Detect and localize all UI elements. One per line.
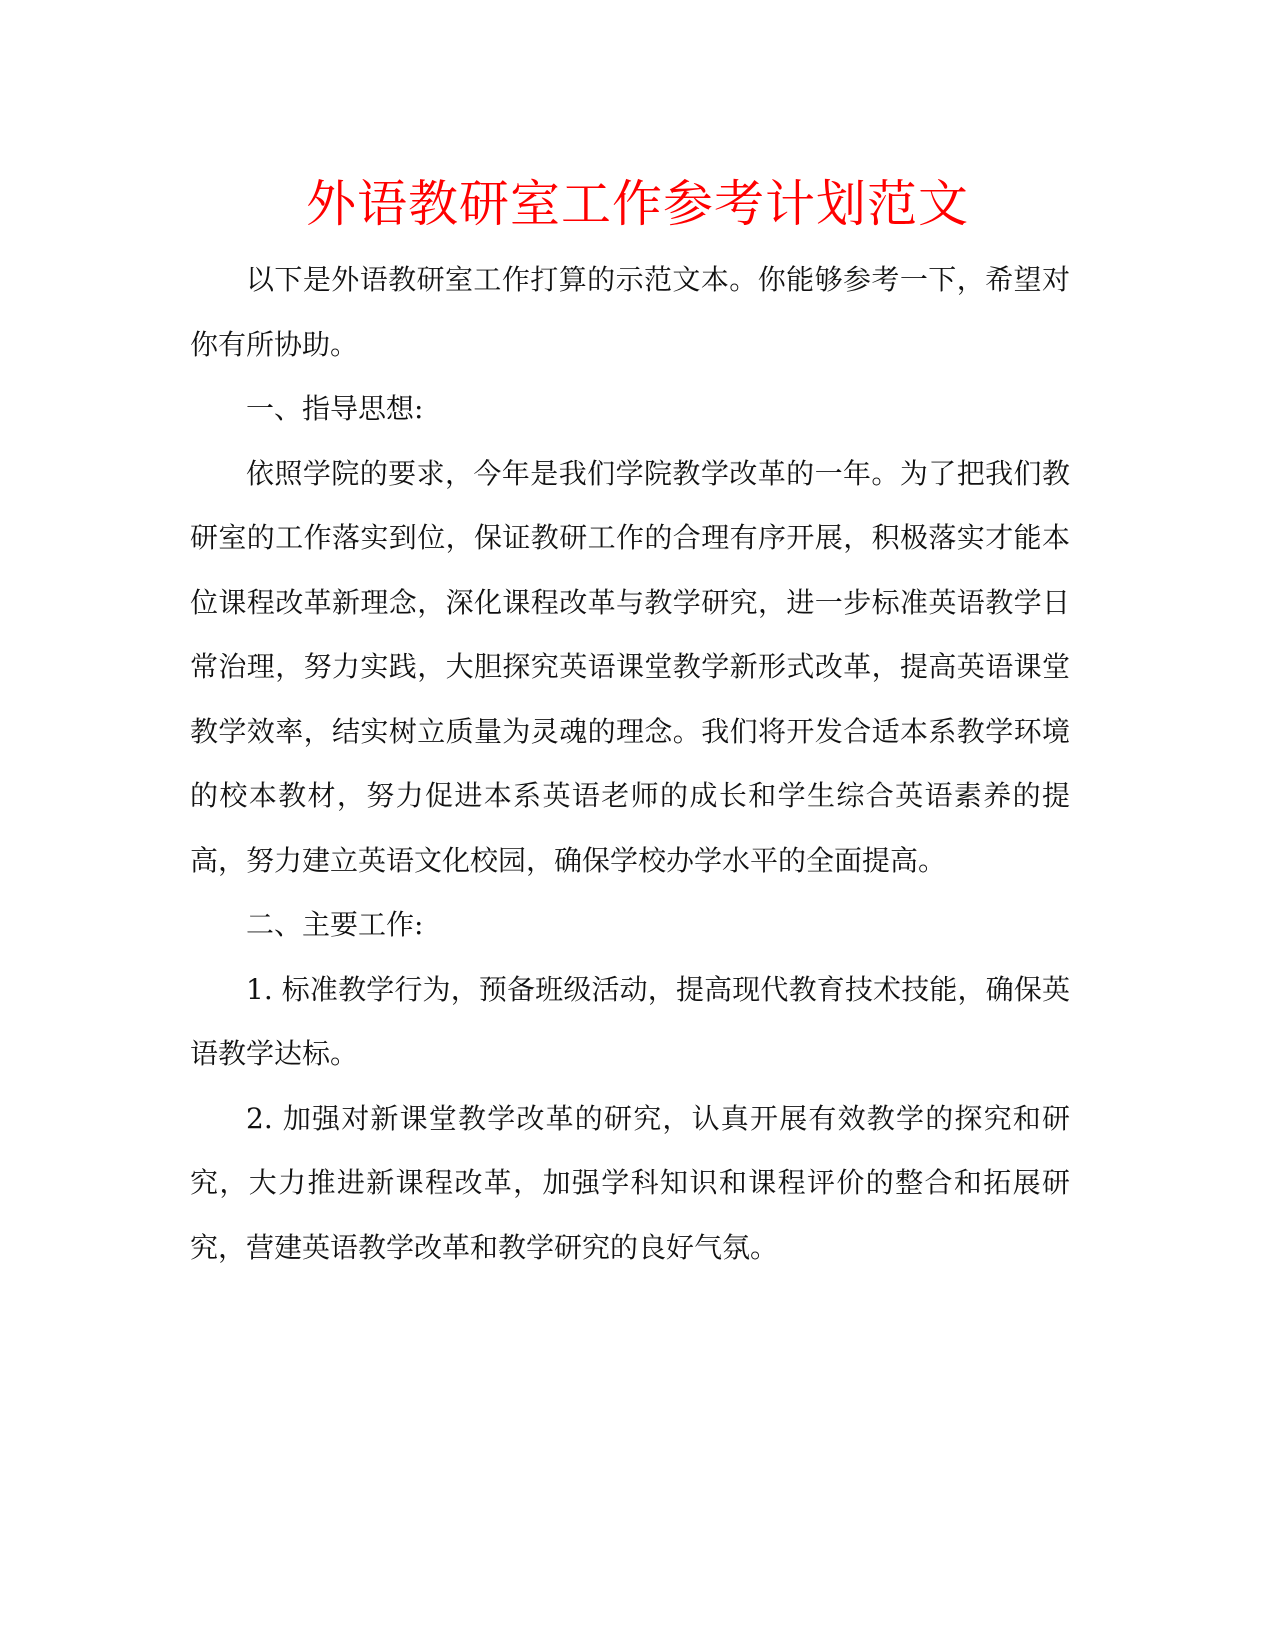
- intro-paragraph: 以下是外语教研室工作打算的示范文本。你能够参考一下，希望对你有所协助。: [190, 263, 1070, 361]
- section-heading-guiding-ideology: 一、指导思想:: [246, 392, 424, 425]
- guiding-ideology-paragraph: 依照学院的要求，今年是我们学院教学改革的一年。为了把我们教研室的工作落实到位，保证教研工作的合理有序开展，积极落实才能本位课程改革新理念，深化课程改革与教学研究，进一步标准英语教学日常治理，努力实践，大胆探究英语课堂教学新形式改革，提高英语课堂教学效率，结实树立质量为灵魂的理念。我们将开发合适本系教学环境的校本教材，努力促进本系英语老师的成长和学生综合英语素养的提高，努力建立英语文化校园，确保学校办学水平的全面提高。: [190, 456, 1070, 877]
- document-body: [190, 248, 1070, 1280]
- main-work-item-1: 1. 标准教学行为，预备班级活动，提高现代教育技术技能，确保英语教学达标。: [190, 972, 1070, 1070]
- section-heading-main-work: 二、主要工作:: [246, 908, 424, 941]
- main-work-item-2: 2. 加强对新课堂教学改革的研究，认真开展有效教学的探究和研究，大力推进新课程改革，加强学科知识和课程评价的整合和拓展研究，营建英语教学改革和教学研究的良好气氛。: [190, 1101, 1070, 1264]
- document-title: 外语教研室工作参考计划范文: [306, 175, 969, 233]
